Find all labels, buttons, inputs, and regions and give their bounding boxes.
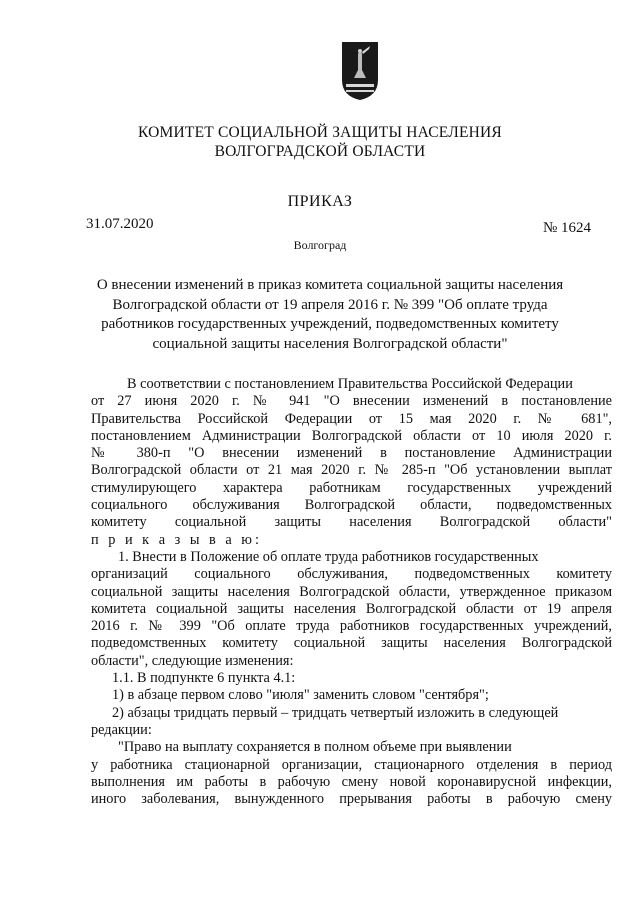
body-line: В соответствии с постановлением Правительства Российской Федерации bbox=[127, 376, 573, 392]
body-line: 1.1. В подпункте 6 пункта 4.1: bbox=[112, 670, 296, 687]
body-line: 1) в абзаце первом слово "июля" заменить словом "сентября"; bbox=[112, 687, 489, 704]
body-line: комитету социальной защиты населения Волгоградской области" bbox=[91, 514, 612, 531]
order-number: № 1624 bbox=[543, 220, 592, 236]
subject-line: Волгоградской области от 19 апреля 2016 г. № 399 "Об оплате труда bbox=[112, 296, 548, 313]
subject-line: работников государственных учреждений, подведомственных комитету bbox=[101, 316, 559, 332]
body-line: Волгоградской области от 21 мая 2020 г. № 285-п "Об установлении выплат bbox=[91, 462, 612, 479]
body-line: организаций социального обслуживания, подведомственных комитету bbox=[91, 566, 612, 583]
body-line: № 380-п "О внесении изменений в постановление Администрации bbox=[91, 445, 612, 462]
subject-line: О внесении изменений в приказ комитета социальной защиты населения bbox=[96, 277, 564, 293]
order-body bbox=[91, 376, 612, 808]
coat-of-arms-icon bbox=[340, 40, 380, 102]
document-title: ПРИКАЗ bbox=[287, 193, 353, 210]
organization-name-line2: ВОЛГОГРАДСКОЙ ОБЛАСТИ bbox=[214, 143, 426, 160]
body-line: социальной защиты населения Волгоградской области, утвержденное приказом bbox=[91, 583, 612, 600]
body-line: 2) абзацы тридцать первый – тридцать четвертый изложить в следующей bbox=[112, 704, 559, 721]
body-line: выполнения им работы в рабочую смену новой коронавирусной инфекции, bbox=[91, 773, 612, 790]
body-line: комитета социальной защиты населения Волгоградской области от 19 апреля bbox=[91, 600, 612, 617]
body-line: у работника стационарной организации, стационарного отделения в период bbox=[91, 756, 612, 773]
body-line: стимулирующего характера работникам государственных учреждений bbox=[91, 479, 612, 496]
body-line: области", следующие изменения: bbox=[91, 652, 294, 669]
body-line: подведомственных комитету социальной защиты населения Волгоградской bbox=[91, 635, 612, 652]
body-line: "Право на выплату сохраняется в полном объеме при выявлении bbox=[118, 739, 512, 756]
order-city: Волгоград bbox=[293, 238, 347, 252]
subject-line: социальной защиты населения Волгоградской области" bbox=[152, 335, 508, 352]
organization-name-line1: КОМИТЕТ СОЦИАЛЬНОЙ ЗАЩИТЫ НАСЕЛЕНИЯ bbox=[138, 124, 502, 141]
body-line: от 27 июня 2020 г. № 941 "О внесении изменений в постановление bbox=[91, 393, 612, 410]
body-line: 1. Внести в Положение об оплате труда работников государственных bbox=[118, 548, 539, 565]
body-line: постановлением Администрации Волгоградской области от 10 июля 2020 г. bbox=[91, 427, 612, 444]
body-line: социального обслуживания Волгоградской области, подведомственных bbox=[91, 497, 612, 514]
body-line: иного заболевания, вынужденного прерывания работы в рабочую смену bbox=[91, 791, 612, 808]
body-line: Правительства Российской Федерации от 15 мая 2020 г. № 681", bbox=[91, 410, 612, 427]
order-subject bbox=[60, 276, 600, 354]
order-directive: п р и к а з ы в а ю: bbox=[91, 531, 262, 548]
order-date: 31.07.2020 bbox=[86, 216, 154, 232]
body-line: 2016 г. № 399 "Об оплате труда работников государственных учреждений, bbox=[91, 618, 612, 635]
body-line: редакции: bbox=[91, 721, 152, 738]
